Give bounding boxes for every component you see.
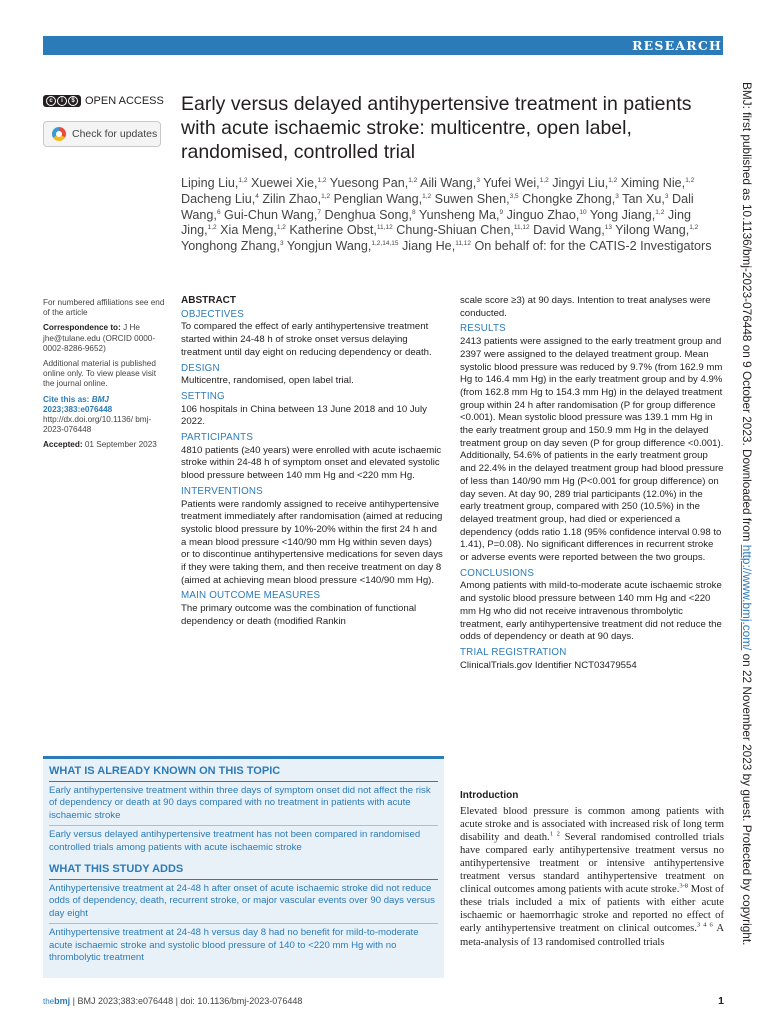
doi-link[interactable]: http://dx.doi.org/10.1136/ bmj-2023-076448 — [43, 415, 152, 435]
copyright-sidebar — [738, 82, 758, 946]
objectives-text: To compared the effect of early antihypertensive treatment started within 24-48 h of stroke onset versus delaying treatment until day eight on reducing dependency or death. — [181, 321, 432, 358]
creative-commons-icon: c i $ — [43, 95, 81, 107]
correspondence-note: Correspondence to: J He jhe@tulane.edu (ORCID 0000-0002-8286-9652) — [43, 323, 156, 353]
footer-citation: | BMJ 2023;383:e076448 | doi: 10.1136/bmj-2023-076448 — [72, 996, 303, 1006]
introduction-section — [460, 789, 724, 949]
abstract-heading: ABSTRACT — [181, 295, 236, 306]
check-for-updates-button[interactable] — [43, 121, 161, 147]
summary-box — [43, 756, 444, 978]
cite-as-note: Cite this as: BMJ 2023;383:e076448 http://dx.doi.org/10.1136/ bmj-2023-076448 — [43, 394, 152, 435]
known-item: Early versus delayed antihypertensive treatment has not been compared in randomised controlled trials among patients with acute ischaemic stroke — [49, 825, 438, 857]
outcome-text: The primary outcome was the combination of functional dependency or death (modified Rankin — [181, 603, 417, 627]
abstract-column-right — [460, 295, 724, 672]
participants-heading: PARTICIPANTS — [181, 432, 254, 444]
outcome-text-continued: scale score ≥3) at 90 days. Intention to treat analyses were conducted. — [460, 295, 711, 319]
check-for-updates-label: Check for updates — [72, 128, 158, 140]
design-heading: DESIGN — [181, 362, 220, 374]
page-number: 1 — [718, 995, 724, 1007]
copyright-notice: BMJ: first published as 10.1136/bmj-2023-076448 on 9 October 2023. Downloaded from http://www.bmj.com/ on 22 November 2023 by guest. Protected by copyright. — [740, 82, 754, 946]
article-notes — [43, 298, 168, 456]
page-footer — [43, 996, 302, 1006]
setting-heading: SETTING — [181, 390, 225, 402]
interventions-heading: INTERVENTIONS — [181, 485, 263, 497]
outcome-heading: MAIN OUTCOME MEASURES — [181, 590, 321, 602]
header-bar — [43, 36, 723, 55]
results-text: 2413 patients were assigned to the early treatment group and 2397 were assigned to the delayed treatment group. Mean systolic blood pressure was reduced by 9.7% (from 162.9 mm Hg to 146.4 mm Hg) in the early treatment group and by 4.9% (from 162.8 mm Hg to 154.3 mm Hg) in the delayed treatment group within 24 h after randomisation (P for group difference <0.001). Mean systolic blood pressure was 139.1 mm Hg in the early treatment group and 150.9 mm Hg in the delayed treatment group on day seven (P for group difference <0.001). Additionally, 54.6% of patients in the early treatment group and 22.4% in the delayed treatment group had blood pressure of less than 140/90 mm Hg (P<0.001 for group difference) on day seven. At day 90, 289 trial participants (12.0%) in the early treatment group, compared with 250 (10.5%) in the delayed treatment group, had died or experienced a dependency (odds ratio 1.18 (95% confidence interval 0.98 to 1.41), P=0.08). No significant differences in recurrent stroke or adverse events were reported between the two groups. — [460, 336, 724, 564]
adds-item: Antihypertensive treatment at 24-48 h after onset of acute ischaemic stroke did not reduce odds of dependency, death, recurrent stroke, or major vascular events over 90 days versus day eight — [49, 879, 438, 923]
conclusions-heading: CONCLUSIONS — [460, 567, 535, 579]
article-title: Early versus delayed antihypertensive treatment in patients with acute ischaemic stroke: multicentre, open label, randomised, controlled trial — [181, 93, 692, 163]
author-list: Liping Liu,$^{1,2}$ Xuewei Xie,$^{1,2}$ Yuesong Pan,$^{1,2}$ Aili Wang,$^3$ Yufei Wei,$^{1,2}$ Jingyi Liu,$^{1,2}$ Ximing Nie,$^{1,2}$ Dacheng Liu,$^4$ Zilin Zhao,$^{1,2}$ Penglian Wang,$^{1,2}$ Suwen Shen,$^{3,5}$ Chongke Zhong,$^3$ Tan Xu,$^3$ Dali Wang,$^6$ Gui-Chun Wang,$^7$ Denghua Song,$^8$ Yunsheng Ma,$^9$ Jinguo Zhao,$^{10}$ Yong Jiang,$^{1,2}$ Jing Jing,$^{1,2}$ Xia Meng,$^{1,2}$ Katherine Obst,$^{11,12}$ Chung-Shiuan Chen,$^{11,12}$ David Wang,$^{13}$ Yilong Wang,$^{1,2}$ Yonghong Zhang,$^3$ Yongjun Wang,$^{1,2,14,15}$ Jiang He,$^{11,12}$ On behalf of: for the CATIS-2 Investigators — [181, 176, 712, 254]
adds-item: Antihypertensive treatment at 24-48 h versus day 8 had no benefit for mild-to-moderate acute ischaemic stroke and systolic blood pressure of 140 to <220 mm Hg with no thrombolytic treatment — [49, 923, 438, 967]
abstract-column-left — [181, 295, 443, 629]
objectives-heading: OBJECTIVES — [181, 308, 244, 320]
introduction-heading: Introduction — [460, 790, 519, 801]
open-access-label: OPEN ACCESS — [85, 95, 164, 107]
known-item: Early antihypertensive treatment within three days of symptom onset did not affect the risk of dependency or death at 90 days compared with no treatment in patients with acute ischaemic stroke — [49, 781, 438, 825]
design-text: Multicentre, randomised, open label trial. — [181, 375, 354, 387]
participants-text: 4810 patients (≥40 years) were enrolled with acute ischaemic stroke within 24-48 h of symptom onset and elevated systolic blood pressure between 140 mm Hg and <220 mm Hg. — [181, 444, 442, 482]
setting-text: 106 hospitals in China between 13 June 2018 and 10 July 2022. — [181, 403, 427, 428]
introduction-text: Elevated blood pressure is common among patients with acute stroke and is associated with increased risk of long term disability and death.$^{1 2}$ Several randomised controlled trials have compared early antihypertensive treatment versus no antihypertensive treatment or intensive antihypertensive treatment versus standard antihypertensive treatment on clinical outcomes among patients with acute stroke.$^{3-8}$ Most of these trials included a mix of patients with either acute ischaemic or haemorrhagic stroke and reported no effect of early antihypertensive treatment on clinical outcomes.$^{3 4 6}$ A meta-analysis of 13 randomised controlled trials — [460, 806, 725, 948]
bmj-link[interactable]: http://www.bmj.com/ — [740, 544, 754, 651]
open-access-badge[interactable] — [43, 95, 164, 107]
additional-material-note: Additional material is published online only. To view please visit the journal online. — [43, 359, 157, 389]
adds-heading: WHAT THIS STUDY ADDS — [49, 863, 184, 876]
section-label: RESEARCH — [632, 38, 722, 53]
registration-heading: TRIAL REGISTRATION — [460, 646, 567, 658]
interventions-text: Patients were randomly assigned to receive antihypertensive treatment immediately after randomisation (aimed at reducing systolic blood pressure by 10%-20% within the first 24 h and a mean blood pressure <140/90 mm Hg within seven days) or to discontinue antihypertensive medications for seven days if they were taking them, and then receive treatment on day 8 (aimed at achieving mean blood pressure <140/90 mm Hg). — [181, 498, 443, 586]
crossmark-icon — [52, 127, 66, 141]
conclusions-text: Among patients with mild-to-moderate acute ischaemic stroke and systolic blood pressure between 140 mm Hg and <220 mm Hg who did not receive intravenous thrombolytic treatment, early antihypertensive treatment did not reduce the odds of dependency or death at 90 days. — [460, 580, 722, 643]
results-heading: RESULTS — [460, 323, 506, 335]
bmj-logo: thebmj — [43, 996, 71, 1006]
accepted-note: Accepted: 01 September 2023 — [43, 440, 157, 450]
known-heading: WHAT IS ALREADY KNOWN ON THIS TOPIC — [49, 765, 281, 777]
affiliations-note: For numbered affiliations see end of the article — [43, 298, 165, 318]
registration-text: ClinicalTrials.gov Identifier NCT03479554 — [460, 659, 637, 671]
